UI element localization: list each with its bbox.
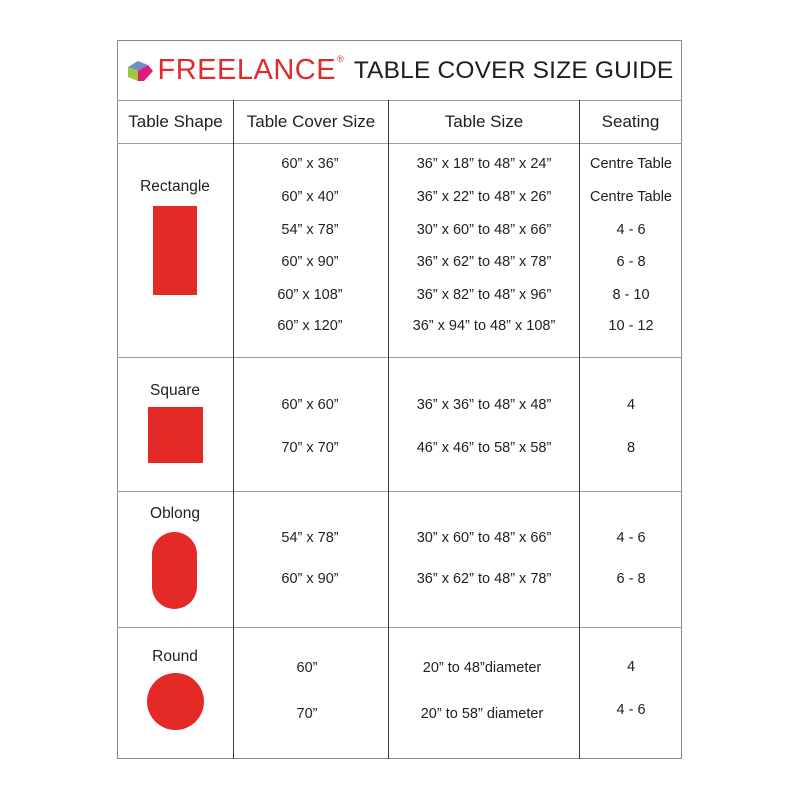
- table-size: 46” x 46” to 58” x 58”: [416, 440, 552, 456]
- table-size: 30” x 60” to 48” x 66”: [416, 530, 552, 546]
- cover-size: 60” x 120”: [277, 318, 343, 334]
- cover-size: 60” x 108”: [277, 287, 343, 303]
- rectangle-shape-icon: [153, 206, 197, 295]
- square-shape-icon: [148, 407, 203, 463]
- size-guide-table: [117, 40, 682, 759]
- column-header-table-cover-size: Table Cover Size: [246, 112, 376, 131]
- header-divider: [117, 143, 682, 144]
- seating: 8: [626, 440, 636, 456]
- registered-mark: ®: [337, 53, 344, 64]
- cover-size: 60” x 60”: [281, 397, 339, 413]
- cover-size: 54” x 78”: [281, 530, 339, 546]
- cube-logo-icon: [126, 59, 154, 83]
- cover-size: 60” x 90”: [281, 254, 339, 270]
- seating: 4 - 6: [616, 530, 646, 546]
- column-divider: [579, 100, 580, 759]
- brand-name: FREELANCE: [157, 54, 337, 86]
- seating: 4: [626, 397, 636, 413]
- seating: 10 - 12: [608, 318, 654, 334]
- round-shape-icon: [147, 673, 204, 730]
- seating: 4 - 6: [616, 222, 646, 238]
- column-divider: [388, 100, 389, 759]
- table-size: 20” to 48”diameter: [422, 660, 542, 676]
- seating: 4: [626, 659, 636, 675]
- seating: 6 - 8: [616, 254, 646, 270]
- column-divider: [233, 100, 234, 759]
- shape-label: Square: [150, 382, 200, 399]
- column-header-table-shape: Table Shape: [128, 112, 223, 131]
- shape-label: Oblong: [150, 505, 200, 522]
- row-divider: [117, 627, 682, 628]
- title-bar: [118, 41, 681, 100]
- cover-size: 70” x 70”: [281, 440, 339, 456]
- column-header-table-size: Table Size: [444, 112, 524, 131]
- table-size: 36” x 36” to 48” x 48”: [416, 397, 552, 413]
- row-divider: [117, 357, 682, 358]
- seating: 4 - 6: [616, 702, 646, 718]
- oblong-shape-icon: [152, 532, 197, 609]
- page-title: TABLE COVER SIZE GUIDE: [353, 56, 674, 84]
- cover-size: 60” x 90”: [281, 571, 339, 587]
- table-size: 36” x 94” to 48” x 108”: [412, 318, 556, 334]
- table-size: 36” x 62” to 48” x 78”: [416, 254, 552, 270]
- shape-label: Rectangle: [140, 178, 210, 195]
- column-header-seating: Seating: [601, 112, 660, 131]
- cover-size: 60” x 40”: [281, 189, 339, 205]
- brand-logo: [126, 54, 344, 87]
- shape-label: Round: [152, 648, 198, 665]
- cover-size: 54” x 78”: [281, 222, 339, 238]
- cover-size: 60”: [296, 660, 318, 676]
- seating: 6 - 8: [616, 571, 646, 587]
- cover-size: 60” x 36”: [281, 156, 339, 172]
- cover-size: 70”: [296, 706, 318, 722]
- table-size: 20” to 58” diameter: [420, 706, 544, 722]
- table-size: 36” x 62” to 48” x 78”: [416, 571, 552, 587]
- table-size: 36” x 82” to 48” x 96”: [416, 287, 552, 303]
- seating: Centre Table: [590, 189, 672, 205]
- seating: Centre Table: [590, 156, 672, 172]
- table-size: 36” x 18” to 48” x 24”: [416, 156, 552, 172]
- table-size: 36” x 22” to 48” x 26”: [416, 189, 552, 205]
- seating: 8 - 10: [612, 287, 650, 303]
- table-size: 30” x 60” to 48” x 66”: [416, 222, 552, 238]
- row-divider: [117, 491, 682, 492]
